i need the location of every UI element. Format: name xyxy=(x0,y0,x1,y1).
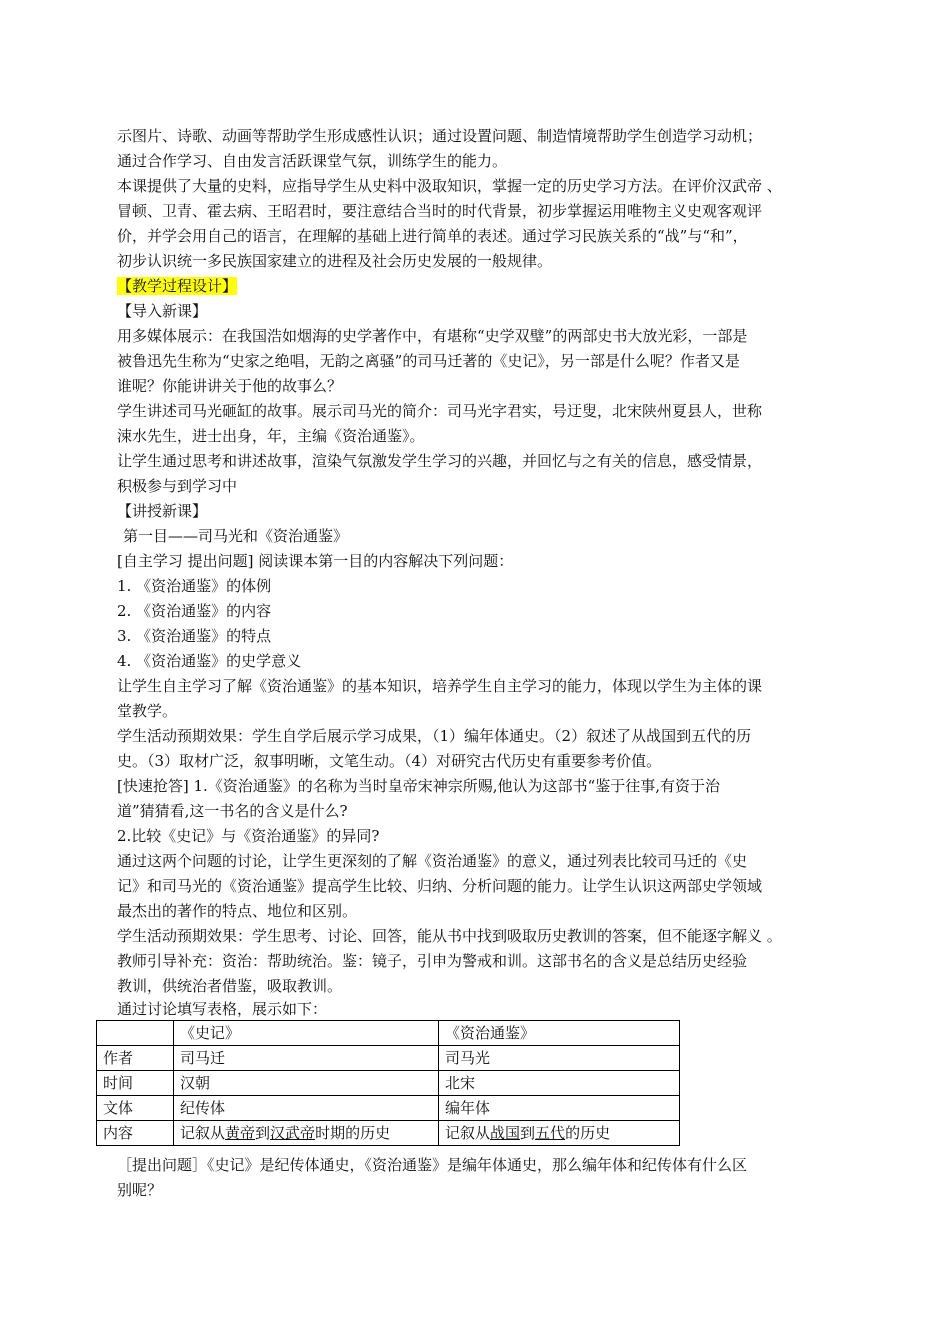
paragraph-line: [自主学习 提出问题] 阅读课本第一目的内容解决下列问题： xyxy=(117,552,514,570)
list-item: 4. 《资治通鉴》的史学意义 xyxy=(117,652,302,670)
paragraph-line: 通过这两个问题的讨论，让学生更深刻的了解《资治通鉴》的意义，通过列表比较司马迁的《史 xyxy=(117,852,748,870)
underlined-term: 五代 xyxy=(535,1124,566,1142)
paragraph-line: 最杰出的著作的特点、地位和区别。 xyxy=(117,902,358,920)
table-cell: 文体 xyxy=(97,1096,174,1121)
paragraph-line: 学生活动预期效果：学生思考、讨论、回答，能从书中找到吸取历史教训的答案，但不能逐字解义 。 xyxy=(117,927,782,945)
cell-text: 到 xyxy=(520,1124,536,1142)
list-item: 3. 《资治通鉴》的特点 xyxy=(117,627,272,645)
table-cell: 司马光 xyxy=(439,1046,680,1071)
highlighted-heading: 【教学过程设计】 xyxy=(117,277,238,295)
table-row xyxy=(97,1121,680,1146)
table-cell: 作者 xyxy=(97,1046,174,1071)
table-header-row xyxy=(97,1021,680,1046)
table-cell: 编年体 xyxy=(439,1096,680,1121)
table-header-cell: 《史记》 xyxy=(174,1021,439,1046)
paragraph-line: 积极参与到学习中 xyxy=(117,477,238,495)
cell-text: 记叙从 xyxy=(180,1124,226,1142)
paragraph-line: 道”猜猜看,这一书名的含义是什么? xyxy=(117,802,348,820)
paragraph-line: 教师引导补充：资治：帮助统治。鉴：镜子，引申为警戒和训。这部书名的含义是总结历史经验 xyxy=(117,952,748,970)
table-cell: 纪传体 xyxy=(174,1096,439,1121)
table-header-cell: 《资治通鉴》 xyxy=(439,1021,680,1046)
section-heading-new-lesson: 【讲授新课】 xyxy=(117,502,208,520)
paragraph-line: 史。（3）取材广泛，叙事明晰，文笔生动。（4）对研究古代历史有重要参考价值。 xyxy=(117,752,662,770)
section-heading-teaching-process xyxy=(117,274,837,299)
paragraph-line: 用多媒体展示：在我国浩如烟海的史学著作中，有堪称“史学双璧”的两部史书大放光彩，一部是 xyxy=(117,327,748,345)
underlined-term: 汉武帝 xyxy=(270,1124,316,1142)
table-cell xyxy=(174,1121,439,1146)
underlined-term: 战国 xyxy=(490,1124,521,1142)
cell-text: 记叙从 xyxy=(445,1124,491,1142)
table-cell: 汉朝 xyxy=(174,1071,439,1096)
table-cell: 时间 xyxy=(97,1071,174,1096)
paragraph-line: ［提出问题］《史记》是纪传体通史，《资治通鉴》是编年体通史，那么编年体和纪传体有什么区 xyxy=(117,1156,748,1174)
table-cell: 司马迁 xyxy=(174,1046,439,1071)
paragraph-line: 2.比较《史记》与《资治通鉴》的异同? xyxy=(117,827,380,845)
paragraph-line: 记》和司马光的《资治通鉴》提高学生比较、归纳、分析问题的能力。让学生认识这两部史学领域 xyxy=(117,877,763,895)
cell-text: 到 xyxy=(255,1124,271,1142)
paragraph-line: 学生活动预期效果：学生自学后展示学习成果，（1）编年体通史。（2）叙述了从战国到五代的历 xyxy=(117,727,752,745)
paragraph-line: 让学生自主学习了解《资治通鉴》的基本知识，培养学生自主学习的能力，体现以学生为主体的课 xyxy=(117,677,763,695)
table-cell: 北宋 xyxy=(439,1071,680,1096)
paragraph-line: 价，并学会用自己的语言，在理解的基础上进行简单的表述。通过学习民族关系的“战”与“和”， xyxy=(117,227,748,245)
underlined-term: 黄帝 xyxy=(225,1124,256,1142)
paragraph-line: 初步认识统一多民族国家建立的进程及社会历史发展的一般规律。 xyxy=(117,252,553,270)
paragraph-line: 涑水先生，进士出身，年，主编《资治通鉴》。 xyxy=(117,427,425,445)
paragraph-line: 别呢？ xyxy=(117,1181,163,1199)
table-cell: 内容 xyxy=(97,1121,174,1146)
table-row xyxy=(97,1096,680,1121)
table-cell xyxy=(439,1121,680,1146)
paragraph-line: 谁呢？你能讲讲关于他的故事么？ xyxy=(117,377,343,395)
paragraph-line: 被鲁迅先生称为“史家之绝唱，无韵之离骚”的司马迁著的《史记》，另一部是什么呢？作者又是 xyxy=(117,352,740,370)
paragraph-line: 堂教学。 xyxy=(117,702,178,720)
paragraph-line: [快速抢答] 1.《资治通鉴》的名称为当时皇帝宋神宗所赐,他认为这部书“鉴于往事,有资于治 xyxy=(117,777,720,795)
table-header-cell xyxy=(97,1021,174,1046)
paragraph-line: 通过讨论填写表格，展示如下： xyxy=(117,1000,328,1018)
table-row xyxy=(97,1071,680,1096)
section-heading-intro: 【导入新课】 xyxy=(117,302,208,320)
cell-text: 的历史 xyxy=(565,1124,611,1142)
paragraph-line: 本课提供了大量的史料，应指导学生从史料中汲取知识，掌握一定的历史学习方法。在评价汉武帝 、 xyxy=(117,177,782,195)
paragraph-line: 让学生通过思考和讲述故事，渲染气氛激发学生学习的兴趣，并回忆与之有关的信息，感受情景， xyxy=(117,452,763,470)
paragraph-line: 通过合作学习、自由发言活跃课堂气氛，训练学生的能力。 xyxy=(117,152,508,170)
table-row xyxy=(97,1046,680,1071)
paragraph-line: 学生讲述司马光砸缸的故事。展示司马光的简介：司马光字君实，号迂叟，北宋陕州夏县人，世称 xyxy=(117,402,763,420)
paragraph-line: 冒顿、卫青、霍去病、王昭君时，要注意结合当时的时代背景，初步掌握运用唯物主义史观客观评 xyxy=(117,202,763,220)
paragraph-line: 教训，供统治者借鉴，吸取教训。 xyxy=(117,977,343,995)
paragraph-line: 示图片、诗歌、动画等帮助学生形成感性认识；通过设置问题、制造情境帮助学生创造学习动机； xyxy=(117,127,763,145)
list-item: 2. 《资治通鉴》的内容 xyxy=(117,602,272,620)
subsection-title: 第一目——司马光和《资治通鉴》 xyxy=(123,527,349,545)
cell-text: 时期的历史 xyxy=(315,1124,391,1142)
comparison-table xyxy=(96,1020,680,1146)
list-item: 1. 《资治通鉴》的体例 xyxy=(117,577,272,595)
